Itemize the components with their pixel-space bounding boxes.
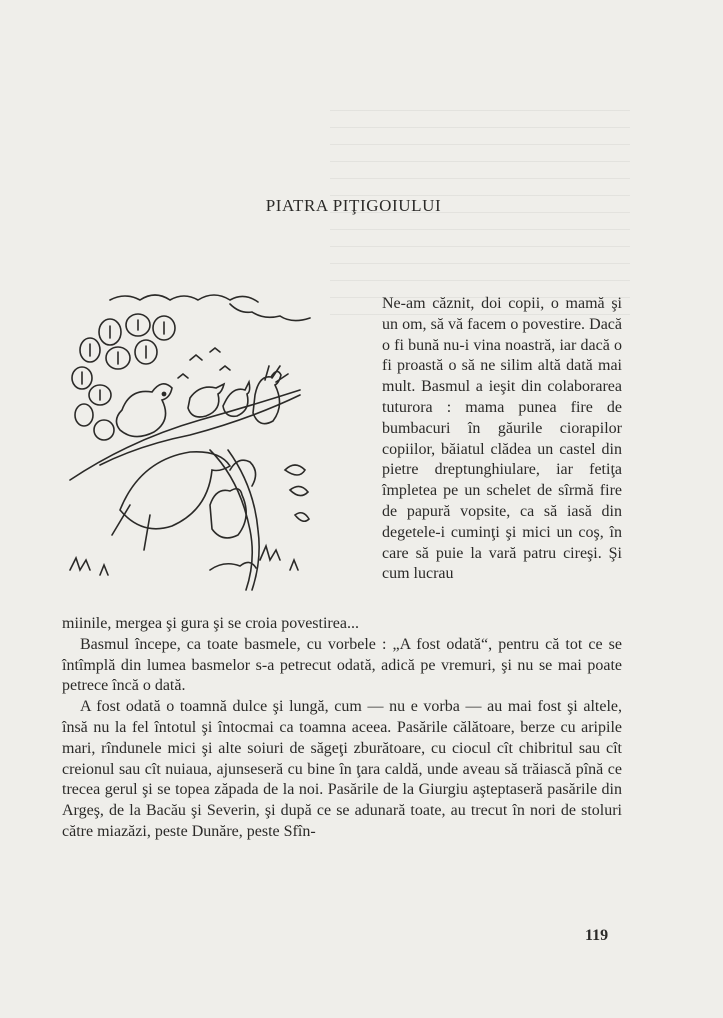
body-text <box>62 614 622 843</box>
page-number: 119 <box>585 927 609 944</box>
birds-on-branch-illustration <box>60 290 322 595</box>
flower-buds <box>285 465 309 521</box>
perched-birds <box>112 366 288 550</box>
intro-column <box>382 294 622 585</box>
intro-continuation: miinile, mergea şi gura şi se croia povestirea... <box>62 615 359 632</box>
flying-birds <box>178 348 230 378</box>
grass <box>70 546 298 575</box>
ground-line <box>210 562 256 570</box>
paragraph-2: Basmul începe, ca toate basmele, cu vorbele : „A fost odată“, pentru că tot ce se întîmplă din lumea basmelor s-a petrecut odată, adică pe vremuri, şi nu se mai poate petrece încă o dată. <box>62 635 622 695</box>
intro-paragraph: Ne-am căznit, doi copii, o mamă şi un om, să vă facem o povestire. Dacă o fi bună nu-i vina noastră, iar dacă o fi proastă o să ne silim altă dată mai mult. Basmul a ieşit din colaborarea tuturora : mama punea fire de bumbacuri în găurile ciorapilor copiilor, băiatul clădea un castel din pietre dreptunghiulare, iar fetiţa împletea pe un schelet de sîrmă fire de papură vopsite, ca să iasă din degetele-i cuminţi şi mici un coş, în care să puie la vară patru cireşi. Şi cum lucrau <box>382 295 622 583</box>
branch <box>100 395 300 465</box>
paragraph-3: A fost odată o toamnă dulce şi lungă, cum — nu e vorba — au mai fost şi altele, însă nu la fel întotul şi întocmai ca toamna aceea. Pasările călătoare, berze cu aripile mari, rîndunele mici şi alte soiuri de săgeţi zburătoare, cu ciocul cît chibritul sau cît creionul sau cît nuiaua, ajunseseră cu bine în ţara caldă, unde aveau să trăiască pînă ce trecea gerul şi se topea zăpada de la noi. Pasările de la Giurgiu aşteptaseră pasările din Argeş, de la Bacău şi Severin, şi după ce se adunară toate, au trecut în nori de stoluri către miazăzi, peste Dunăre, peste Sfîn- <box>62 698 622 840</box>
story-title: PIATRA PIŢIGOIULUI <box>265 196 442 215</box>
cloud-line <box>230 304 310 321</box>
cloud-line <box>110 295 258 302</box>
leaf-cluster <box>72 314 175 440</box>
